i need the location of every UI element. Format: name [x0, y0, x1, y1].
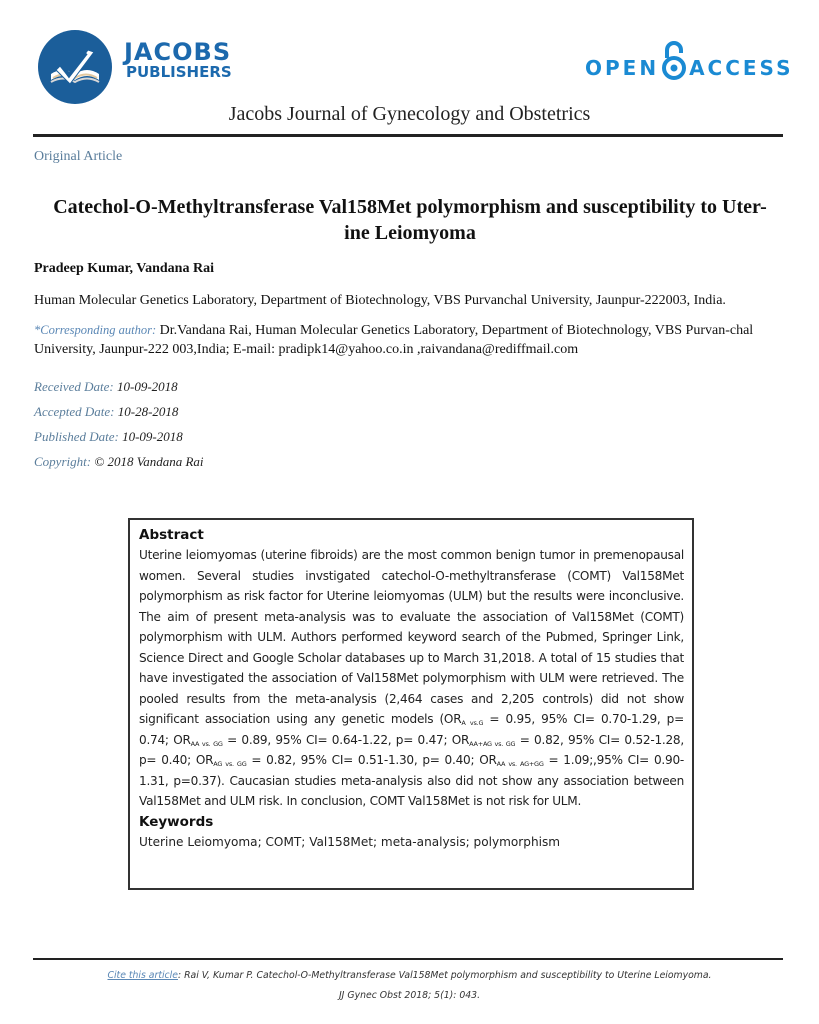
corresponding-author — [34, 321, 794, 359]
open-access-right-text: ACCESS — [689, 56, 794, 80]
published-date-label: Published Date: — [34, 429, 119, 444]
open-access-left-text: OPEN — [585, 56, 660, 80]
article-dates — [34, 374, 204, 474]
odds-ratio-subscript: AA vs. AG+GG — [496, 760, 544, 768]
publisher-subtitle: PUBLISHERS — [126, 63, 232, 81]
abstract-box — [128, 518, 694, 890]
publisher-name: JACOBS — [124, 38, 232, 66]
published-date-value: 10-09-2018 — [122, 429, 183, 444]
keywords-heading: Keywords — [139, 813, 214, 830]
copyright — [34, 449, 204, 474]
citation-line2: JJ Gynec Obst 2018; 5(1): 043. — [338, 990, 481, 1001]
journal-title: Jacobs Journal of Gynecology and Obstetrics — [228, 103, 591, 125]
article-title-line1: Catechol-O-Methyltransferase Val158Met polymorphism and susceptibility to Uter- — [53, 196, 767, 218]
article-title — [30, 194, 790, 246]
odds-ratio-subscript: AG vs. GG — [213, 760, 247, 768]
accepted-date-label: Accepted Date: — [34, 404, 115, 419]
copyright-label: Copyright: — [34, 454, 92, 469]
corresponding-author-text: Dr.Vandana Rai, Human Molecular Genetics Laboratory, Department of Biotechnology, VBS Purvan-chal University, Jaunpur-222 003,India; E-mail: pradipk14@yahoo.co.in ,raivandana@rediffmail.com — [34, 323, 754, 357]
odds-ratio-subscript: AA vs. GG — [190, 739, 223, 748]
published-date — [34, 424, 204, 449]
citation-text: Rai V, Kumar P. Catechol-O-Methyltransferase Val158Met polymorphism and susceptibility to Uterine Leiomyoma. — [184, 970, 712, 981]
received-date — [34, 374, 204, 399]
corresponding-author-label: *Corresponding author: — [34, 323, 157, 337]
header-divider — [33, 134, 783, 137]
article-type: Original Article — [34, 149, 123, 164]
footer-divider — [33, 958, 783, 960]
article-authors: Pradeep Kumar, Vandana Rai — [34, 261, 214, 276]
received-date-label: Received Date: — [34, 379, 114, 394]
citation-line1 — [0, 966, 819, 986]
citation — [0, 966, 819, 1006]
abstract-text-part: = 0.95, 95% CI= 0.70-1.29, p= 0.74; OR — [139, 712, 684, 747]
book-checkmark-logo-icon — [48, 44, 102, 90]
accepted-date — [34, 399, 204, 424]
open-padlock-icon — [661, 40, 687, 80]
cite-this-article-link[interactable]: Cite this article — [107, 970, 178, 981]
open-access-badge — [585, 48, 793, 88]
keywords-list: Uterine Leiomyoma; COMT; Val158Met; meta-analysis; polymorphism — [139, 834, 561, 849]
accepted-date-value: 10-28-2018 — [117, 404, 179, 419]
odds-ratio-subscript: A vs.G — [461, 719, 484, 727]
abstract-heading: Abstract — [139, 527, 204, 543]
copyright-value: © 2018 Vandana Rai — [94, 454, 204, 469]
author-affiliation: Human Molecular Genetics Laboratory, Department of Biotechnology, VBS Purvanchal University, Jaunpur-222003, India. — [34, 293, 726, 308]
abstract-text-part: = 0.82, 95% CI= 0.51-1.30, p= 0.40; OR — [246, 753, 497, 767]
odds-ratio-subscript: AA+AG vs. GG — [469, 739, 516, 748]
article-title-line2: ine Leiomyoma — [344, 222, 476, 244]
abstract-text-part: Uterine leiomyomas (uterine fibroids) are the most common benign tumor in premenopausal women. Several studies invstigated catechol-O-methyltransferase (COMT) Val158Met polymorphism as risk factor for Uterine leiomyomas (ULM) but the results were inconclusive. The aim of present meta-analysis was to evaluate the association of Val158Met (COMT) polymorphism with ULM. Authors performed keyword search of the Pubmed, Springer Link, Science Direct and Google Scholar databases up to March 31,2018. A total of 15 studies that have investigated the association of Val158Met polymorphism with ULM were retrieved. The pooled results from the meta-analysis (2,464 cases and 2,205 controls) did not show significant association using any genetic models (OR — [139, 548, 684, 726]
abstract-text — [139, 545, 684, 812]
abstract-text-part: = 0.82, 95% CI= 0.52-1.28, p= 0.40; OR — [139, 732, 684, 767]
abstract-text-part: = 1.09;,95% CI= 0.90-1.31, p=0.37). Caucasian studies meta-analysis also did not show any association between Val158Met and ULM risk. In conclusion, COMT Val158Met is not risk for ULM. — [139, 753, 685, 808]
abstract-text-part: = 0.89, 95% CI= 0.64-1.22, p= 0.47; OR — [222, 732, 470, 747]
received-date-value: 10-09-2018 — [117, 379, 178, 394]
citation-separator: : — [177, 970, 185, 981]
